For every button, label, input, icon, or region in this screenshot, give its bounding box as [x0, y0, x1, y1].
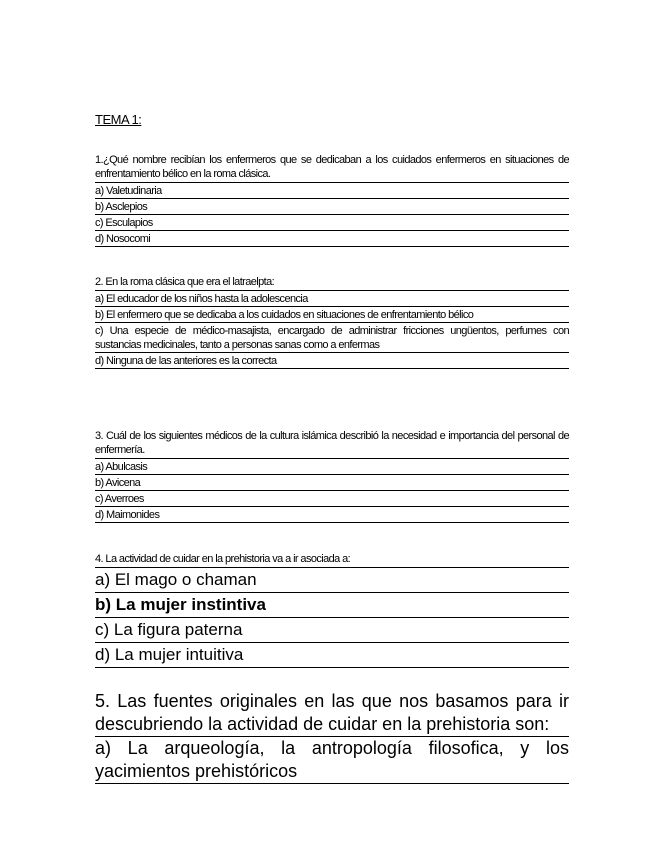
question-stem: 2. En la roma clásica que era el latraelpta: — [95, 276, 275, 288]
answer-option: b) Avicena — [95, 474, 569, 490]
question-stem: 3. Cuál de los siguientes médicos de la cultura islámica describió la necesidad e importancia del personal de enfermería. — [95, 430, 569, 456]
question-4 — [95, 552, 569, 668]
answer-option-highlighted: b) La mujer instintiva — [95, 592, 569, 617]
answer-option: a) El mago o chaman — [95, 567, 569, 592]
answer-option: b) El enfermero que se dedicaba a los cuidados en situaciones de enfrentamiento bélico — [95, 306, 569, 322]
answer-option: b) Asclepios — [95, 198, 569, 214]
question-stem: 1.¿Qué nombre recibían los enfermeros que se dedicaban a los cuidados enfermeros en situaciones de enfrentamiento bélico en la roma clásica. — [95, 154, 569, 180]
answer-option: a) Abulcasis — [95, 458, 569, 474]
question-2 — [95, 275, 569, 369]
question-stem: 5. Las fuentes originales en las que nos basamos para ir descubriendo la actividad de cuidar en la prehistoria son: — [95, 691, 569, 734]
question-1 — [95, 153, 569, 247]
question-5 — [95, 690, 569, 784]
answer-option: a) El educador de los niños hasta la adolescencia — [95, 290, 569, 306]
answer-option: a) La arqueología, la antropología filosofica, y los yacimientos prehistóricos — [95, 736, 569, 784]
answer-option: a) Valetudinaria — [95, 182, 569, 198]
answer-option: d) Ninguna de las anteriores es la correcta — [95, 352, 569, 369]
answer-option: c) Una especie de médico-masajista, encargado de administrar fricciones ungüentos, perfumes con sustancias medicinales, tanto a personas sanas como a enfermas — [95, 322, 569, 352]
page-title: TEMA 1: — [95, 112, 142, 127]
answer-option: d) La mujer intuitiva — [95, 642, 569, 668]
question-stem: 4. La actividad de cuidar en la prehistoria va a ir asociada a: — [95, 553, 351, 565]
answer-option: c) La figura paterna — [95, 617, 569, 642]
answer-option: c) Averroes — [95, 490, 569, 506]
answer-option: c) Esculapios — [95, 214, 569, 230]
answer-option: d) Nosocomi — [95, 230, 569, 247]
question-3 — [95, 429, 569, 523]
answer-option: d) Maimonides — [95, 506, 569, 523]
